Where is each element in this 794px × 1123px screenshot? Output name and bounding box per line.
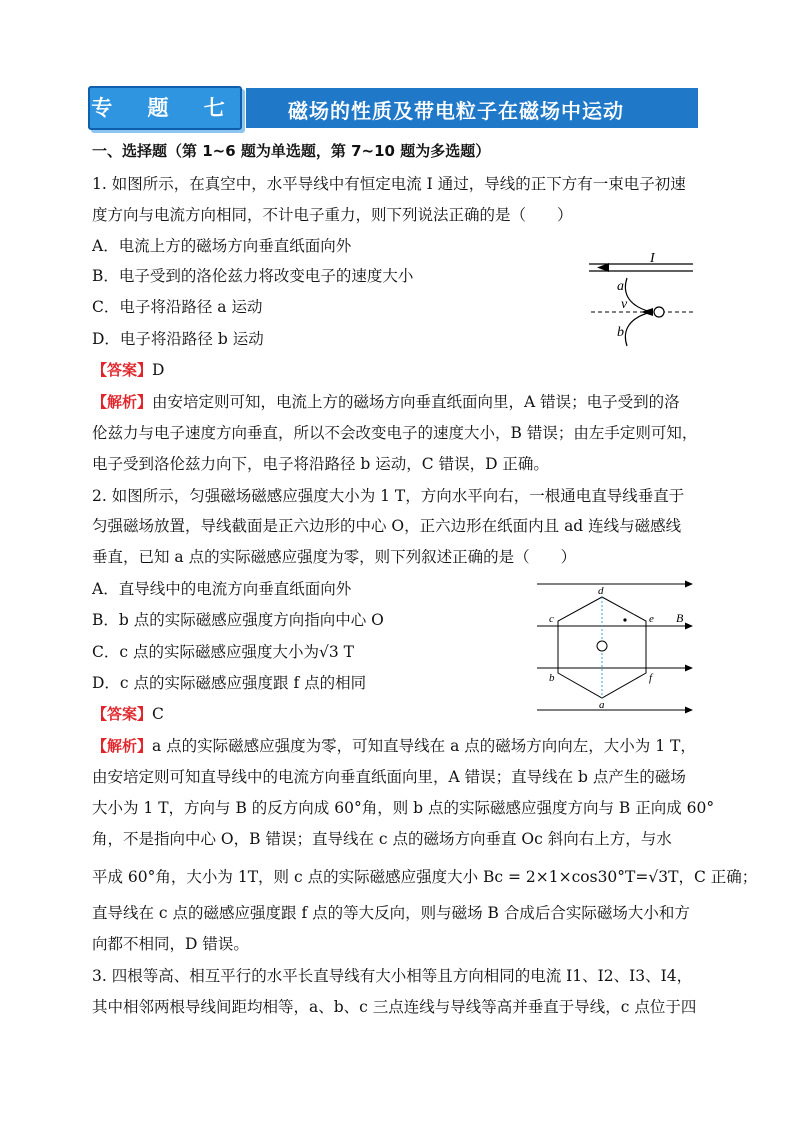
q1-stem-line: 度方向与电流方向相同，不计电子重力，则下列说法正确的是（ ） <box>92 206 573 224</box>
label-B: B <box>676 611 684 625</box>
q2-option-c: C．c 点的实际磁感应强度大小为√3 T <box>92 643 354 661</box>
q2-option-a: A．直导线中的电流方向垂直纸面向外 <box>92 580 352 598</box>
q3-stem-line: 其中相邻两根导线间距均相等，a、b、c 三点连线与导线等高并垂直于导线，c 点位于四 <box>92 998 697 1016</box>
field-arrow-icon <box>685 581 693 588</box>
q1-label-v: v <box>621 297 628 312</box>
field-arrow-icon <box>685 665 693 672</box>
chapter-tag-text: 专 题 七 <box>91 96 239 120</box>
section-heading: 一、选择题（第 1~6 题为单选题，第 7~10 题为多选题） <box>92 142 491 160</box>
q2-answer <box>92 704 164 724</box>
label-e: e <box>649 613 654 625</box>
q1-option-c: C．电子将沿路径 a 运动 <box>92 298 263 316</box>
label-b: b <box>549 672 555 684</box>
chapter-banner <box>88 86 698 130</box>
q2-analysis-line: 角，不是指向中心 O，B 错误；直导线在 c 点的磁场方向垂直 Oc 斜向右上方，与水 <box>92 830 672 848</box>
q2-analysis-line: 向都不相同，D 错误。 <box>92 935 249 953</box>
q1-answer-value: D <box>152 361 165 379</box>
q2-option-d: D．c 点的实际磁感应强度跟 f 点的相同 <box>92 674 367 692</box>
field-arrow-icon <box>685 707 693 714</box>
q1-label-b: b <box>617 325 624 340</box>
q1-analysis-text: 由安培定则可知，电流上方的磁场方向垂直纸面向里，A 错误；电子受到的洛 <box>152 393 680 411</box>
wire-icon <box>597 641 607 651</box>
q1-analysis-line <box>92 392 680 412</box>
q1-option-a: A．电流上方的磁场方向垂直纸面向外 <box>92 237 352 255</box>
path-b-curve <box>625 312 651 346</box>
chapter-title: 磁场的性质及带电粒子在磁场中运动 <box>288 99 624 123</box>
label-a: a <box>599 699 605 711</box>
answer-label: 【答案】 <box>92 705 153 723</box>
q2-figure <box>533 578 695 716</box>
q1-option-b: B．电子受到的洛伦兹力将改变电子的速度大小 <box>92 267 414 285</box>
q2-stem-line: 垂直，已知 a 点的实际磁感应强度为零，则下列叙述正确的是（ ） <box>92 548 577 566</box>
answer-label: 【答案】 <box>92 361 153 379</box>
q1-label-I: I <box>650 251 655 266</box>
q2-analysis-text: a 点的实际磁感应强度为零，可知直导线在 a 点的磁场方向向左，大小为 1 T， <box>152 737 696 755</box>
path-a-curve <box>625 278 651 312</box>
field-arrow-icon <box>685 623 693 630</box>
q1-stem-line: 1. 如图所示，在真空中，水平导线中有恒定电流 I 通过，导线的正下方有一束电子初速 <box>92 175 686 193</box>
q2-option-b: B．b 点的实际磁感应强度方向指向中心 O <box>92 611 384 629</box>
q2-analysis-line: 由安培定则可知直导线中的电流方向垂直纸面向里，A 错误；直导线在 b 点产生的磁场 <box>92 768 686 786</box>
q2-stem-line: 匀强磁场放置，导线截面是正六边形的中心 O，正六边形在纸面内且 ad 连线与磁感线 <box>92 517 682 535</box>
q1-figure <box>583 250 703 348</box>
q1-label-a: a <box>617 279 624 294</box>
q1-analysis-line: 伦兹力与电子速度方向垂直，所以不会改变电子的速度大小，B 错误；由左手定则可知， <box>92 424 698 442</box>
q2-analysis-line: 大小为 1 T，方向与 B 的反方向成 60°角，则 b 点的实际磁感应强度方向与 B 正向成 60° <box>92 799 715 817</box>
q1-answer <box>92 360 164 380</box>
electron-icon <box>654 307 664 317</box>
q2-analysis-line: 平成 60°角，大小为 1T，则 c 点的实际磁感应强度大小 Bc = 2×1×cos30°T=√3T，C 正确； <box>92 868 758 886</box>
q3-stem-line: 3. 四根等高、相互平行的水平长直导线有大小相等且方向相同的电流 I1、I2、I3、I4， <box>92 967 693 985</box>
label-c: c <box>549 613 554 625</box>
analysis-label: 【解析】 <box>92 393 153 411</box>
label-f: f <box>649 672 653 684</box>
q1-option-d: D．电子将沿路径 b 运动 <box>92 330 264 348</box>
analysis-label: 【解析】 <box>92 737 153 755</box>
q2-analysis-line: 直导线在 c 点的磁感应强度跟 f 点的等大反向，则与磁场 B 合成后合实际磁场大小和方 <box>92 904 690 922</box>
q2-answer-value: C <box>152 705 164 723</box>
q2-analysis-line <box>92 736 696 756</box>
label-d: d <box>598 585 604 597</box>
q2-stem-line: 2. 如图所示，匀强磁场磁感应强度大小为 1 T，方向水平向右，一根通电直导线垂直于 <box>92 487 685 505</box>
point-icon <box>623 618 626 621</box>
chapter-tag <box>88 86 242 130</box>
q1-analysis-line: 电子受到洛伦兹力向下，电子将沿路径 b 运动，C 错误，D 正确。 <box>92 455 549 473</box>
